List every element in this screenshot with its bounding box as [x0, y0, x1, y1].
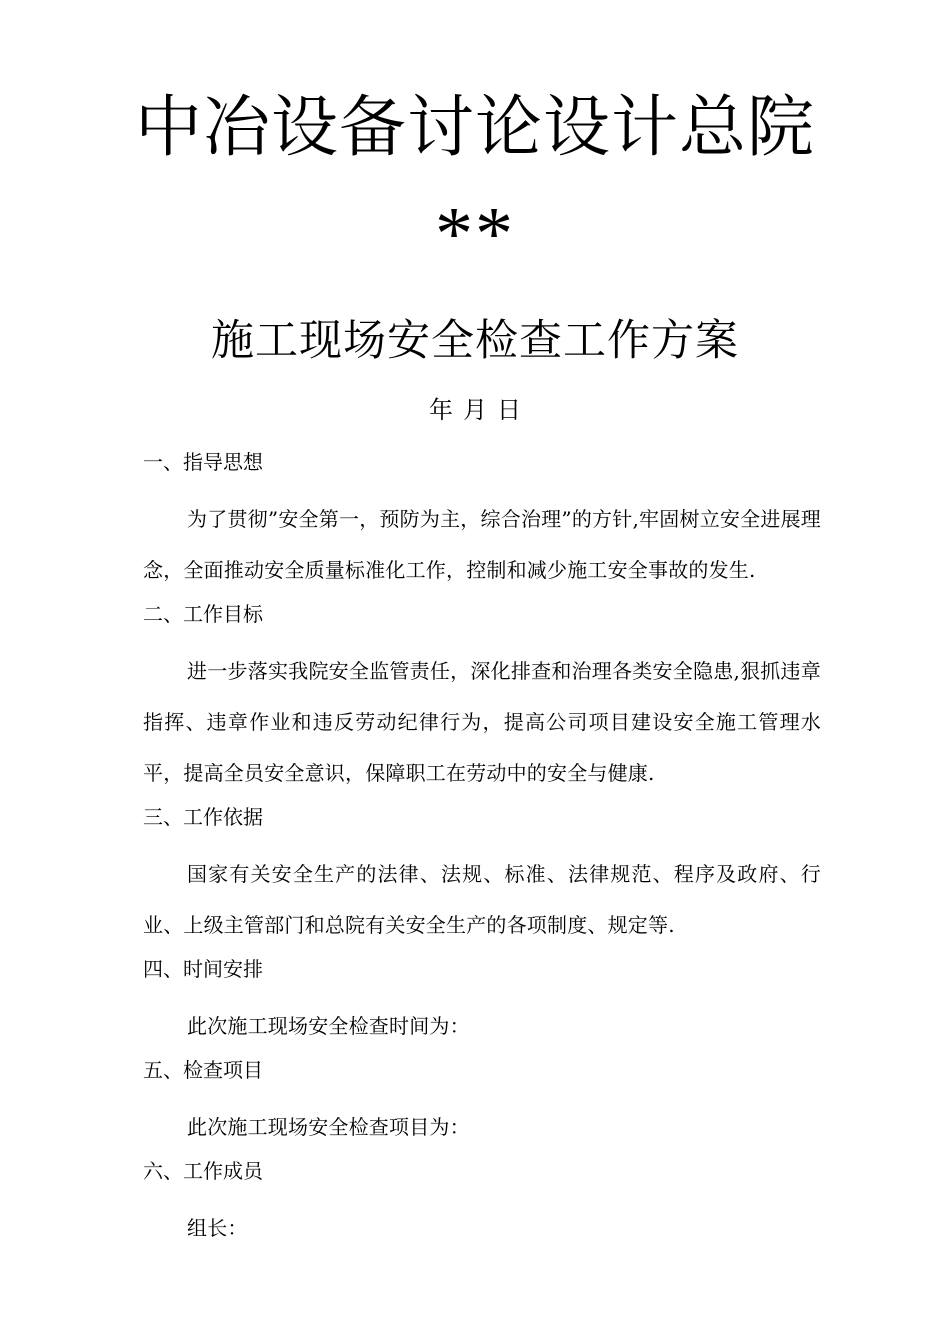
section-paragraph-work-members: 组长： — [187, 1216, 248, 1240]
section-paragraph-work-basis: 国家有关安全生产的法律、法规、标准、法律规范、程序及政府、行业、上级主管部门和总院有关安全生产的各项制度、规定等. — [143, 862, 821, 937]
organization-name: 中冶设备讨论设计总院 — [135, 88, 815, 166]
section-paragraph-guiding-ideology: 为了贯彻”安全第一，预防为主，综合治理”的方针,牢固树立安全进展理念，全面推动安全质量标准化工作，控制和减少施工安全事故的发生. — [143, 507, 821, 582]
section-heading-inspection-items: 五、检查项目 — [143, 1058, 263, 1082]
section-paragraph-inspection-items: 此次施工现场安全检查项目为： — [187, 1115, 470, 1139]
section-heading-schedule: 四、时间安排 — [143, 957, 263, 981]
section-heading-work-goals: 二、工作目标 — [143, 602, 263, 626]
date-year-label: 年 — [429, 396, 453, 424]
section-heading-guiding-ideology: 一、指导思想 — [143, 450, 263, 474]
date-day-label: 日 — [497, 396, 521, 424]
date-month-label: 月 — [463, 396, 487, 424]
section-paragraph-work-goals: 进一步落实我院安全监管责任，深化排查和治理各类安全隐患,狠抓违章指挥、违章作业和违反劳动纪律行为，提高公司项目建设安全施工管理水平，提高全员安全意识，保障职工在劳动中的安全与健康. — [143, 659, 821, 785]
document-body — [143, 444, 821, 1254]
document-title: 施工现场安全检查工作方案 — [211, 316, 739, 366]
organization-suffix: ** — [435, 192, 515, 276]
document-date — [0, 393, 950, 427]
section-paragraph-schedule: 此次施工现场安全检查时间为： — [187, 1014, 470, 1038]
section-heading-work-basis: 三、工作依据 — [143, 805, 263, 829]
section-heading-work-members: 六、工作成员 — [143, 1159, 263, 1183]
